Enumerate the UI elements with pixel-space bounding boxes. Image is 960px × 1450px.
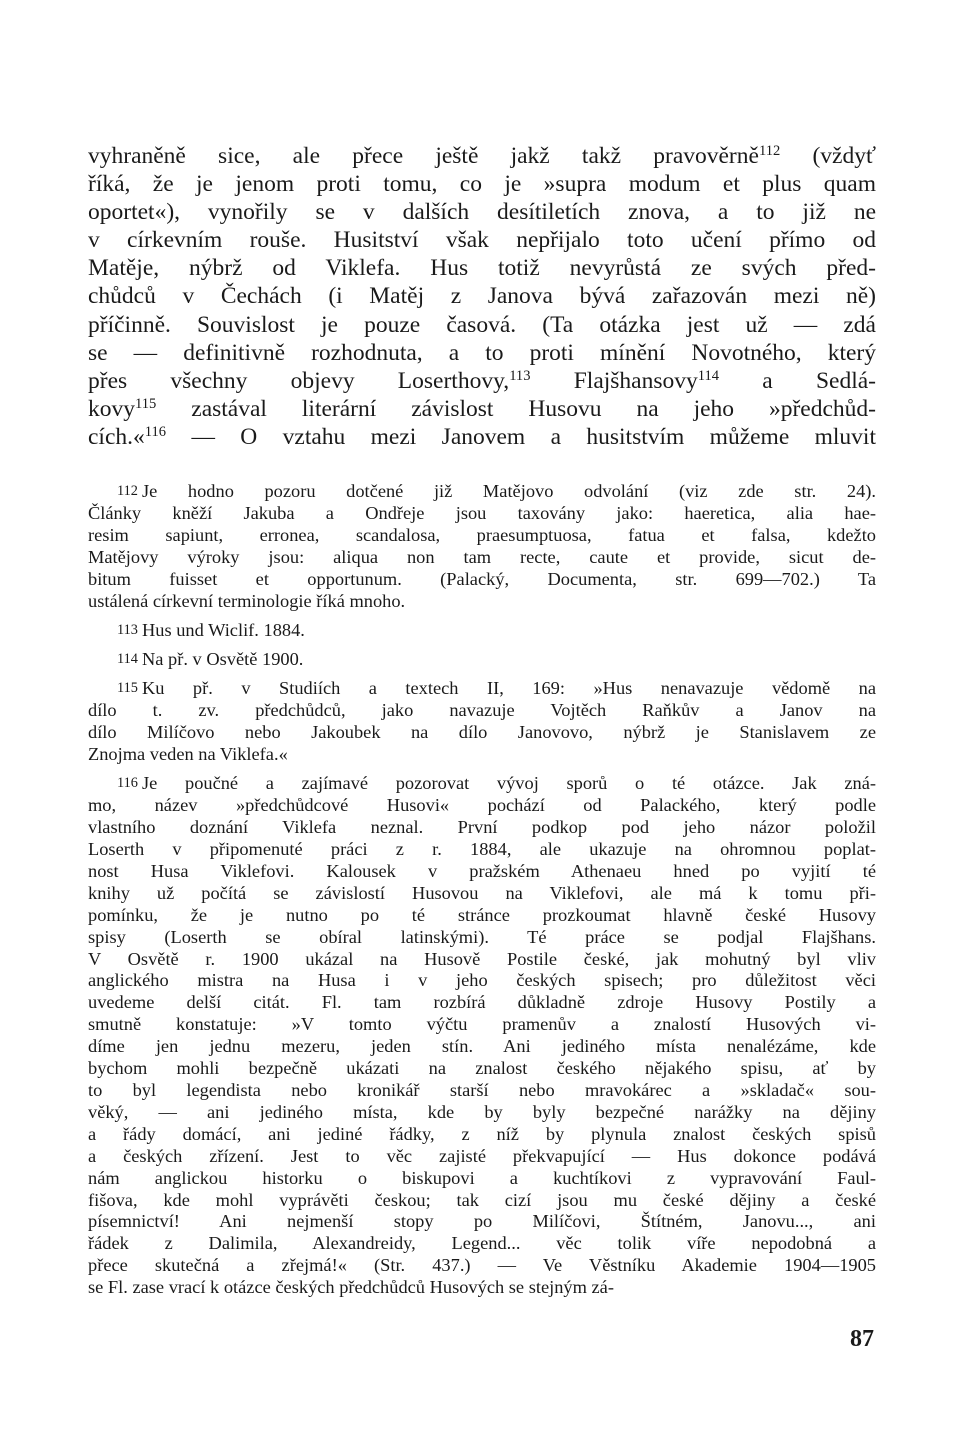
footnote-number: 114 <box>117 651 138 668</box>
footnote-number: 112 <box>117 483 138 500</box>
page-number: 87 <box>850 1326 874 1352</box>
body-line: v církevním rouše. Husitství však nepřijalo toto učení přímo od <box>88 227 876 254</box>
body-line: cích.«$^{116}$ — O vztahu mezi Janovem a husitstvím můžeme mluvit <box>88 423 876 450</box>
footnote-line: a řády domácí, ani jediné řádky, z níž by plynula znalost českých spisů <box>88 1123 876 1144</box>
body-line: příčinně. Souvislost je pouze časová. (Ta otázka jest už — zdá <box>88 311 876 338</box>
footnote <box>88 678 876 766</box>
footnote-line: anglického mistra na Husa i v jeho českých spisech; pro důležitost věci <box>88 970 876 991</box>
body-line: chůdců v Čechách (i Matěj z Janova bývá zařazován mezi ně) <box>88 283 876 310</box>
body-line: se — definitivně rozhodnuta, a to proti mínění Novotného, který <box>88 339 876 366</box>
footnote <box>88 620 876 642</box>
footnote-line: přece skutečná a zřejmá!« (Str. 437.) — Ve Věstníku Akademie 1904—1905 <box>88 1255 876 1276</box>
footnote-reference: 112 <box>758 143 781 159</box>
footnote-line: se Fl. zase vrací k otázce českých předchůdců Husových se stejným zá- <box>88 1277 614 1298</box>
footnote-line: 114 Na př. v Osvětě 1900. <box>117 648 304 669</box>
footnote-line: Loserth v připomenuté práci z r. 1884, ale ukazuje na ohromnou poplat- <box>88 839 876 860</box>
footnote-number: 116 <box>117 775 138 792</box>
body-line: říká, že je jenom proti tomu, co je »supra modum et plus quam <box>88 171 876 198</box>
footnote-line: řádek z Dalimila, Alexandreidy, Legend... věc tolik víře nepodobná a <box>88 1233 876 1254</box>
footnote-reference: 116 <box>144 423 167 440</box>
footnote-line: 116 Je poučné a zajímavé pozorovat vývoj sporů o té otázce. Jak zná- <box>117 773 876 794</box>
footnote-line: Články kněží Jakuba a Ondřeje jsou taxovány jako: haeretica, alia hae- <box>88 503 876 524</box>
main-text <box>88 142 876 451</box>
footnote-line: nost Husa Viklefovi. Kalousek v pražském Athenaeu hned po vyjití té <box>88 860 876 881</box>
body-line: oportet«), vynořily se v dalších desítiletích znova, a to již ne <box>88 199 876 226</box>
footnote-line: knihy už počítá se závislostí Husovou na Viklefovi, ale má k tomu při- <box>88 882 876 903</box>
footnote-line: a českých zřízení. Jest to věc zajisté překvapující — Hus dokonce podává <box>88 1145 876 1166</box>
footnote-line: 112 Je hodno pozoru dotčené již Matějovo odvolání (viz zde str. 24). <box>117 481 876 502</box>
footnotes <box>88 481 876 1299</box>
footnote-line: to byl legendista nebo kronikář starší nebo mravokárec a »skladač« sou- <box>88 1080 876 1100</box>
footnote-line: bychom mohli bezpečně ukázati na znalost českého nějakého spisu, ať by <box>88 1058 876 1079</box>
footnote-line: vlastního doznání Viklefa neznal. První podkop pod jeho názor položil <box>88 817 876 838</box>
body-line: Matěje, nýbrž od Viklefa. Hus totiž nevyrůstá ze svých před- <box>88 255 876 282</box>
footnote-line: mo, název »předchůdcové Husovi« pochází od Palackého, který podle <box>88 795 876 816</box>
footnote-line: Matějovy výroky jsou: aliqua non tam recte, caute et provide, sicut de- <box>88 547 876 568</box>
footnote-number: 115 <box>117 680 138 697</box>
footnote <box>88 481 876 613</box>
body-line: vyhraněně sice, ale přece ještě jakž takž pravověrně$^{112}$ (vždyť <box>88 143 877 169</box>
footnote-line: spisy (Loserth se obíral latinskými). Té práce se podjal Flajšhans. <box>88 926 876 947</box>
footnote-line: 113 Hus und Wiclif. 1884. <box>117 619 305 640</box>
footnote-line: písemnictví! Ani nejmenší stopy po Milíčovi, Štítném, Janovu..., ani <box>88 1211 876 1232</box>
footnote-reference: 113 <box>509 367 531 384</box>
footnote-line: dílo Milíčovo nebo Jakoubek na dílo Janovovo, nýbrž je Stanislavem ze <box>88 722 876 743</box>
footnote-line: uvedeme delší citát. Fl. tam rozbírá důkladně zdroje Husovy Postily a <box>88 992 876 1013</box>
footnote-reference: 115 <box>135 395 157 412</box>
footnote-line: 115 Ku př. v Studiích a textech II, 169: »Hus nenavazuje vědomě na <box>117 678 876 699</box>
body-line: kovy$^{115}$ zastával literární závislost Husovu na jeho »předchůd- <box>88 395 876 422</box>
footnote-line: Znojma veden na Viklefa.« <box>88 744 288 765</box>
footnote-line: pomínku, že je nutno po té stránce prozkoumat hlavně české Husovy <box>88 904 876 925</box>
footnote-reference: 114 <box>697 367 720 384</box>
footnote-line: věký, — ani jediného místa, kde by byly bezpečné narážky na dějiny <box>88 1101 876 1122</box>
footnote-line: V Osvětě r. 1900 ukázal na Husově Postile české, jak mohutný byl vliv <box>88 948 876 969</box>
footnote-line: ustálená církevní terminologie říká mnoho. <box>88 590 406 611</box>
page-content <box>88 142 876 1306</box>
footnote-number: 113 <box>117 622 138 639</box>
footnote-line: nám anglickou historku o biskupovi a kuchtíkovi z vypravování Faul- <box>88 1167 876 1188</box>
footnote-line: smutně konstatuje: »V tomto výčtu pramenův a znalostí Husových vi- <box>88 1014 876 1035</box>
footnote-line: dílo t. zv. předchůdců, jako navazuje Vojtěch Raňkův a Janov na <box>88 700 876 721</box>
body-line: přes všechny objevy Loserthovy,$^{113}$ Flajšhansovy$^{114}$ a Sedlá- <box>88 367 876 394</box>
footnote-line: fišova, kde mohl vyprávěti českou; tak cizí jsou mu české dějiny a české <box>88 1189 876 1210</box>
footnote <box>88 773 876 1299</box>
footnote-line: díme jen jednu mezeru, jeden stín. Ani jediného místa nenalézáme, kde <box>88 1036 876 1057</box>
footnote-line: resim sapiunt, erronea, scandalosa, praesumptuosa, fatua et falsa, kdežto <box>88 525 876 546</box>
footnote <box>88 649 876 671</box>
footnote-line: bitum fuisset et opportunum. (Palacký, Documenta, str. 699—702.) Ta <box>88 568 876 589</box>
